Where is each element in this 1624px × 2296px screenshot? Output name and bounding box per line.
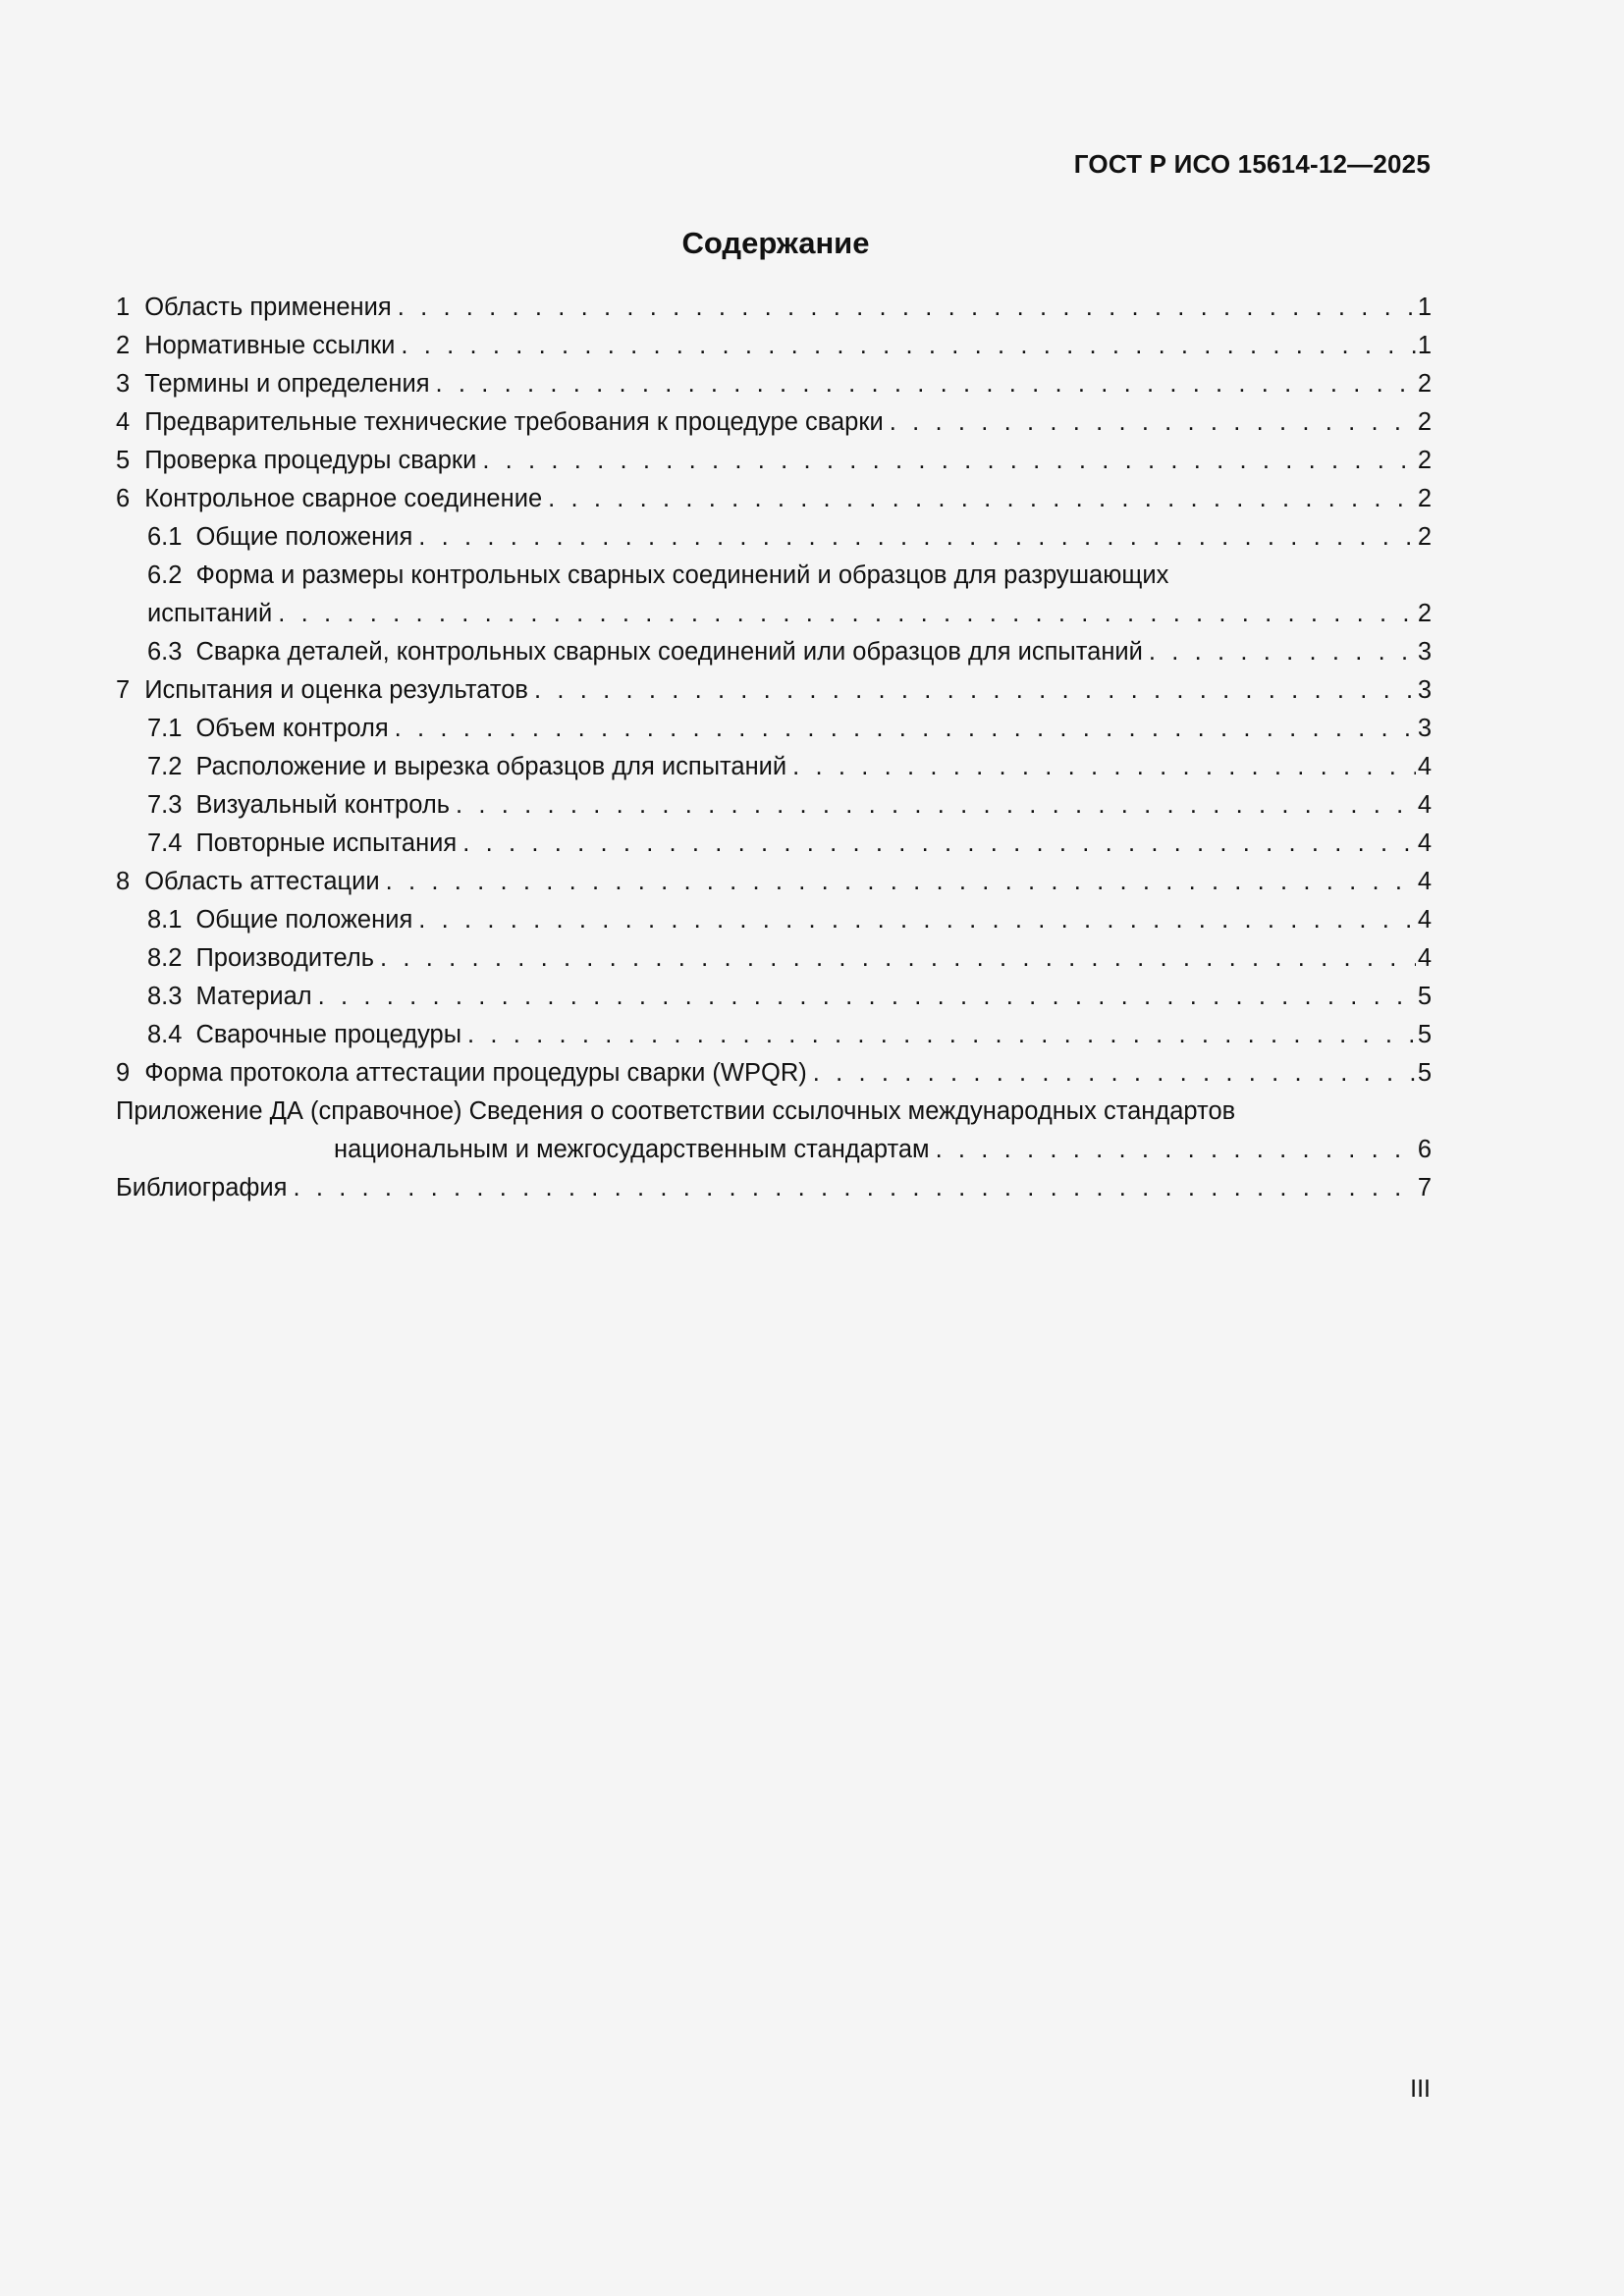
toc-entry-page: 5 xyxy=(1417,1021,1432,1048)
toc-entry-number: 4 xyxy=(116,408,131,436)
toc-entry-page: 4 xyxy=(1417,791,1432,819)
dot-leader xyxy=(936,1131,1416,1169)
toc-entry-9[interactable] xyxy=(116,1054,1432,1093)
dot-leader xyxy=(386,863,1416,901)
toc-entry-title: Общие положения xyxy=(195,523,413,551)
toc-entry-6-2[interactable] xyxy=(116,557,1432,595)
toc-entry-title: Область аттестации xyxy=(144,868,380,895)
toc-entry-title: Проверка процедуры сварки xyxy=(144,447,477,474)
toc-entry-number: 7 xyxy=(116,676,131,704)
toc-entry-number: 2 xyxy=(116,332,131,359)
toc-entry-page: 6 xyxy=(1417,1136,1432,1163)
dot-leader xyxy=(456,786,1416,825)
dot-leader xyxy=(418,901,1416,939)
table-of-contents xyxy=(116,289,1432,1207)
toc-entry-title: Производитель xyxy=(195,944,374,972)
toc-entry-title: Сварка деталей, контрольных сварных соединений или образцов для испытаний xyxy=(195,638,1143,666)
dot-leader xyxy=(318,978,1416,1016)
toc-entry-title-continued: испытаний xyxy=(147,600,273,627)
toc-entry-page: 5 xyxy=(1417,983,1432,1010)
toc-entry-8-2[interactable] xyxy=(116,939,1432,978)
toc-entry-page: 4 xyxy=(1417,906,1432,934)
toc-entry-title: Форма и размеры контрольных сварных соединений и образцов для разрушающих xyxy=(195,561,1169,589)
toc-entry-annex-da-continued[interactable] xyxy=(116,1131,1432,1169)
dot-leader xyxy=(1149,633,1416,671)
toc-entry-7-1[interactable] xyxy=(116,710,1432,748)
dot-leader xyxy=(467,1016,1416,1054)
toc-entry-title: Общие положения xyxy=(195,906,413,934)
toc-entry-number: 6 xyxy=(116,485,131,512)
toc-entry-page: 2 xyxy=(1417,370,1432,398)
toc-entry-page: 4 xyxy=(1417,753,1432,780)
toc-entry-page: 3 xyxy=(1417,676,1432,704)
toc-entry-page: 2 xyxy=(1417,600,1432,627)
toc-entry-title: Испытания и оценка результатов xyxy=(144,676,528,704)
toc-entry-page: 3 xyxy=(1417,638,1432,666)
toc-entry-title: Визуальный контроль xyxy=(195,791,451,819)
toc-entry-bibliography[interactable] xyxy=(116,1169,1432,1207)
toc-entry-3[interactable] xyxy=(116,365,1432,403)
toc-entry-number: 6.3 xyxy=(147,638,183,666)
toc-entry-page: 1 xyxy=(1417,294,1432,321)
toc-entry-title: Предварительные технические требования к процедуре сварки xyxy=(144,408,884,436)
toc-entry-page: 2 xyxy=(1417,485,1432,512)
toc-entry-number: 6.1 xyxy=(147,523,183,551)
toc-title: Содержание xyxy=(681,226,870,260)
dot-leader xyxy=(380,939,1416,978)
toc-entry-title: Приложение ДА (справочное) Сведения о соответствии ссылочных международных стандартов xyxy=(116,1097,1236,1125)
toc-entry-page: 2 xyxy=(1417,447,1432,474)
toc-entry-title: Контрольное сварное соединение xyxy=(144,485,543,512)
document-id: ГОСТ Р ИСО 15614-12—2025 xyxy=(1073,149,1431,179)
toc-entry-annex-da[interactable] xyxy=(116,1093,1432,1131)
dot-leader xyxy=(278,595,1416,633)
toc-entry-number: 8.3 xyxy=(147,983,183,1010)
toc-entry-page: 2 xyxy=(1417,523,1432,551)
toc-entry-number: 7.1 xyxy=(147,715,183,742)
toc-entry-number: 7.3 xyxy=(147,791,183,819)
toc-entry-8-3[interactable] xyxy=(116,978,1432,1016)
toc-entry-page: 5 xyxy=(1417,1059,1432,1087)
toc-entry-6-3[interactable] xyxy=(116,633,1432,671)
toc-entry-7[interactable] xyxy=(116,671,1432,710)
toc-entry-6-2-continued[interactable] xyxy=(116,595,1432,633)
toc-entry-title: Материал xyxy=(195,983,312,1010)
toc-entry-number: 8.2 xyxy=(147,944,183,972)
toc-entry-number: 8.1 xyxy=(147,906,183,934)
toc-entry-title: Библиография xyxy=(116,1174,288,1201)
toc-entry-number: 6.2 xyxy=(147,561,183,589)
dot-leader xyxy=(462,825,1416,863)
toc-entry-number: 7.4 xyxy=(147,829,183,857)
dot-leader xyxy=(813,1054,1416,1093)
toc-entry-title: Сварочные процедуры xyxy=(195,1021,462,1048)
toc-entry-number: 1 xyxy=(116,294,131,321)
dot-leader xyxy=(548,480,1416,518)
toc-entry-6-1[interactable] xyxy=(116,518,1432,557)
dot-leader xyxy=(482,442,1416,480)
toc-entry-6[interactable] xyxy=(116,480,1432,518)
toc-entry-page: 4 xyxy=(1417,868,1432,895)
toc-entry-title-continued: национальным и межгосударственным стандартам xyxy=(334,1136,930,1163)
toc-entry-7-3[interactable] xyxy=(116,786,1432,825)
dot-leader xyxy=(418,518,1416,557)
toc-entry-title: Объем контроля xyxy=(195,715,389,742)
toc-entry-title: Термины и определения xyxy=(144,370,430,398)
toc-entry-number: 7.2 xyxy=(147,753,183,780)
toc-entry-2[interactable] xyxy=(116,327,1432,365)
toc-entry-page: 1 xyxy=(1417,332,1432,359)
toc-entry-title: Расположение и вырезка образцов для испытаний xyxy=(195,753,787,780)
toc-entry-page: 7 xyxy=(1417,1174,1432,1201)
toc-entry-title: Форма протокола аттестации процедуры сварки (WPQR) xyxy=(144,1059,807,1087)
toc-entry-7-4[interactable] xyxy=(116,825,1432,863)
toc-entry-number: 8 xyxy=(116,868,131,895)
toc-entry-number: 3 xyxy=(116,370,131,398)
toc-entry-8[interactable] xyxy=(116,863,1432,901)
toc-entry-number: 9 xyxy=(116,1059,131,1087)
dot-leader xyxy=(398,289,1416,327)
page-number: III xyxy=(1410,2075,1431,2103)
toc-entry-page: 3 xyxy=(1417,715,1432,742)
dot-leader xyxy=(890,403,1416,442)
toc-entry-title: Повторные испытания xyxy=(195,829,458,857)
toc-entry-7-2[interactable] xyxy=(116,748,1432,786)
toc-entry-page: 4 xyxy=(1417,829,1432,857)
toc-entry-title: Нормативные ссылки xyxy=(144,332,396,359)
toc-entry-number: 8.4 xyxy=(147,1021,183,1048)
toc-entry-1[interactable] xyxy=(116,289,1432,327)
toc-entry-8-1[interactable] xyxy=(116,901,1432,939)
toc-entry-page: 2 xyxy=(1417,408,1432,436)
dot-leader xyxy=(436,365,1416,403)
toc-entry-4[interactable] xyxy=(116,403,1432,442)
toc-entry-title: Область применения xyxy=(144,294,392,321)
dot-leader xyxy=(395,710,1416,748)
dot-leader xyxy=(293,1169,1415,1207)
toc-entry-5[interactable] xyxy=(116,442,1432,480)
dot-leader xyxy=(792,748,1416,786)
dot-leader xyxy=(401,327,1415,365)
toc-entry-page: 4 xyxy=(1417,944,1432,972)
toc-entry-number: 5 xyxy=(116,447,131,474)
dot-leader xyxy=(534,671,1416,710)
toc-entry-8-4[interactable] xyxy=(116,1016,1432,1054)
